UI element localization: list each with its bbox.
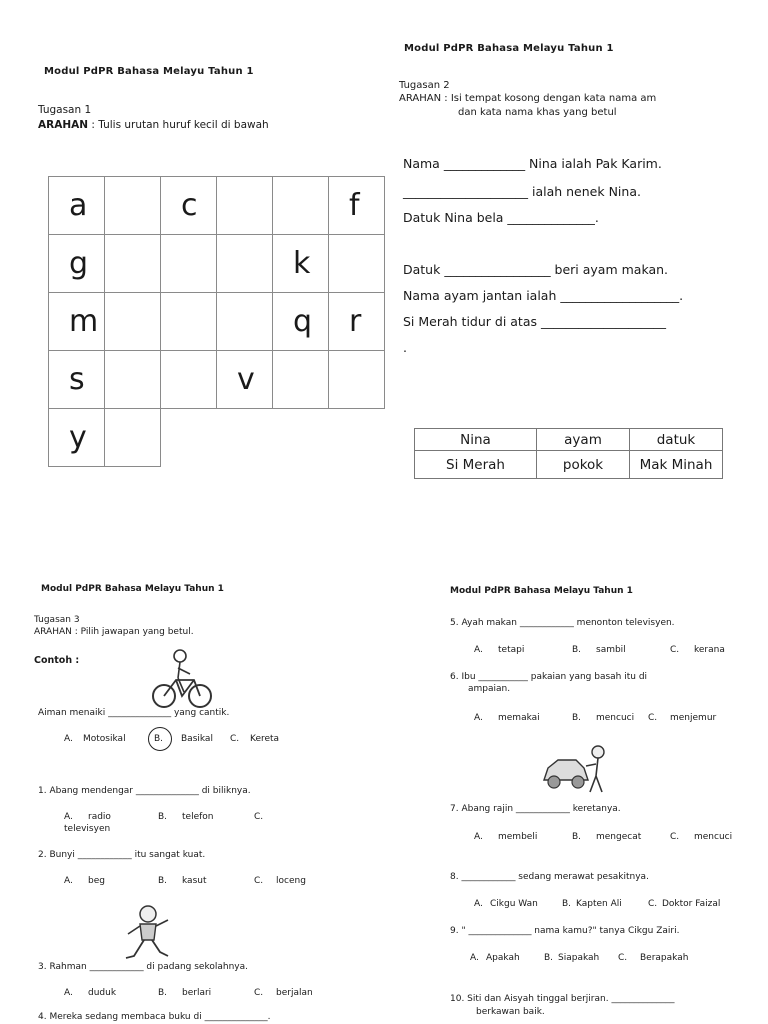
- option-text[interactable]: berjalan: [276, 988, 313, 998]
- option-text[interactable]: membeli: [498, 832, 538, 842]
- fill-sentence: ____________________ ialah nenek Nina.: [403, 184, 641, 199]
- option-text[interactable]: duduk: [88, 988, 117, 998]
- grid-cell[interactable]: v: [217, 351, 273, 409]
- option-letter: C.: [648, 899, 658, 909]
- grid-cell[interactable]: a: [49, 177, 105, 235]
- option-text[interactable]: Doktor Faizal: [662, 899, 721, 909]
- option-letter: B.: [158, 876, 168, 886]
- running-boy-icon: [120, 904, 176, 964]
- option-text[interactable]: loceng: [276, 876, 306, 886]
- option-text[interactable]: tetapi: [498, 645, 525, 655]
- question-1: 1. Abang mendengar ______________ di biliknya.: [38, 786, 251, 796]
- option-letter: A.: [64, 812, 73, 822]
- task1-instruction-bold: ARAHAN: [38, 119, 89, 131]
- question-7: 7. Abang rajin ____________ keretanya.: [450, 804, 621, 814]
- task2-instruction-line2: dan kata nama khas yang betul: [458, 107, 617, 118]
- option-letter: B.: [154, 734, 164, 744]
- grid-row-1: [49, 177, 385, 235]
- car-washing-icon: [540, 740, 608, 796]
- option-letter: A.: [470, 953, 479, 963]
- fill-sentence: Si Merah tidur di atas ____________________: [403, 314, 666, 329]
- option-letter: C.: [230, 734, 240, 744]
- task1-instruction: [38, 119, 269, 131]
- option-letter: A.: [64, 734, 73, 744]
- word-cell: Mak Minah: [630, 451, 723, 479]
- option-letter: A.: [474, 713, 483, 723]
- option-text[interactable]: Berapakah: [640, 953, 689, 963]
- word-row: [415, 429, 723, 451]
- example-sentence: Aiman menaiki ______________ yang cantik.: [38, 708, 230, 718]
- option-text[interactable]: Motosikal: [83, 734, 126, 744]
- page3-header: Modul PdPR Bahasa Melayu Tahun 1: [41, 584, 224, 594]
- fill-sentence: Datuk Nina bela ______________.: [403, 210, 599, 225]
- option-text[interactable]: berlari: [182, 988, 212, 998]
- word-cell: Si Merah: [415, 451, 537, 479]
- fill-sentence: Nama ayam jantan ialah ___________________.: [403, 288, 684, 303]
- task3-instruction: ARAHAN : Pilih jawapan yang betul.: [34, 627, 194, 637]
- bicycle-icon: [150, 646, 214, 710]
- grid-cell[interactable]: m: [49, 293, 105, 351]
- grid-cell[interactable]: k: [273, 235, 329, 293]
- page2-header: Modul PdPR Bahasa Melayu Tahun 1: [404, 43, 614, 54]
- option-letter: A.: [64, 988, 73, 998]
- option-letter: B.: [158, 812, 168, 822]
- grid-cell[interactable]: [217, 177, 273, 235]
- option-text[interactable]: radio: [88, 812, 111, 822]
- grid-cell[interactable]: [105, 409, 161, 467]
- grid-cell[interactable]: [273, 351, 329, 409]
- grid-cell[interactable]: [105, 351, 161, 409]
- word-row: [415, 451, 723, 479]
- page4-header: Modul PdPR Bahasa Melayu Tahun 1: [450, 586, 633, 596]
- example-label: Contoh :: [34, 655, 80, 666]
- task2-instruction-bold: ARAHAN: [399, 93, 442, 104]
- option-text[interactable]: memakai: [498, 713, 540, 723]
- fill-sentence: .: [403, 340, 407, 355]
- grid-cell[interactable]: c: [161, 177, 217, 235]
- option-text[interactable]: kerana: [694, 645, 725, 655]
- question-10: 10. Siti dan Aisyah tinggal berjiran. ______________: [450, 994, 675, 1004]
- option-text[interactable]: telefon: [182, 812, 214, 822]
- option-letter: C.: [254, 988, 264, 998]
- grid-cell[interactable]: [329, 351, 385, 409]
- grid-row-4: [49, 351, 385, 409]
- letter-grid: [48, 176, 385, 467]
- grid-cell[interactable]: [161, 293, 217, 351]
- task2-instruction-text: : Isi tempat kosong dengan kata nama am: [444, 93, 657, 104]
- option-letter: C.: [254, 812, 264, 822]
- option-letter: B.: [572, 832, 582, 842]
- question-6: 6. Ibu ___________ pakaian yang basah itu di: [450, 672, 648, 682]
- word-cell: datuk: [630, 429, 723, 451]
- word-cell: ayam: [537, 429, 630, 451]
- option-text[interactable]: Kapten Ali: [576, 899, 622, 909]
- option-text[interactable]: mencuci: [596, 713, 635, 723]
- option-letter: A.: [64, 876, 73, 886]
- option-text[interactable]: mencuci: [694, 832, 733, 842]
- task1-label: Tugasan 1: [38, 104, 92, 116]
- question-3: 3. Rahman ____________ di padang sekolahnya.: [38, 962, 248, 972]
- question-4: 4. Mereka sedang membaca buku di ______________.: [38, 1012, 271, 1022]
- task1-instruction-text: : Tulis urutan huruf kecil di bawah: [91, 119, 269, 131]
- option-text[interactable]: mengecat: [596, 832, 642, 842]
- option-text[interactable]: Apakah: [486, 953, 520, 963]
- option-text[interactable]: Basikal: [181, 734, 213, 744]
- word-table: [414, 428, 723, 479]
- option-letter: C.: [670, 832, 680, 842]
- grid-cell[interactable]: y: [49, 409, 105, 467]
- task2-instruction: [399, 93, 656, 104]
- option-letter: A.: [474, 832, 483, 842]
- question-2: 2. Bunyi ____________ itu sangat kuat.: [38, 850, 206, 860]
- option-letter: B.: [158, 988, 168, 998]
- grid-cell[interactable]: f: [329, 177, 385, 235]
- grid-cell[interactable]: s: [49, 351, 105, 409]
- option-text[interactable]: Siapakah: [558, 953, 600, 963]
- grid-row-5: [49, 409, 385, 467]
- option-text[interactable]: sambil: [596, 645, 626, 655]
- question-10-line2: berkawan baik.: [476, 1007, 545, 1017]
- fill-sentence: Datuk _________________ beri ayam makan.: [403, 262, 669, 277]
- task2-label: Tugasan 2: [399, 80, 450, 91]
- option-letter: A.: [474, 645, 483, 655]
- word-cell: pokok: [537, 451, 630, 479]
- grid-cell[interactable]: [161, 351, 217, 409]
- option-letter: B.: [544, 953, 554, 963]
- option-letter: B.: [572, 645, 582, 655]
- option-letter: C.: [670, 645, 680, 655]
- question-8: 8. ____________ sedang merawat pesakitnya.: [450, 872, 649, 882]
- fill-sentence: Nama _____________ Nina ialah Pak Karim.: [403, 156, 662, 171]
- grid-cell[interactable]: q: [273, 293, 329, 351]
- option-text[interactable]: Kereta: [250, 734, 280, 744]
- grid-cell[interactable]: r: [329, 293, 385, 351]
- option-letter: A.: [474, 899, 483, 909]
- grid-cell[interactable]: [105, 235, 161, 293]
- grid-row-2: [49, 235, 385, 293]
- grid-cell[interactable]: [329, 235, 385, 293]
- grid-cell[interactable]: [161, 235, 217, 293]
- option-letter: C.: [648, 713, 658, 723]
- grid-cell[interactable]: [105, 293, 161, 351]
- option-letter: C.: [254, 876, 264, 886]
- option-text[interactable]: televisyen: [64, 824, 111, 834]
- page1-header: Modul PdPR Bahasa Melayu Tahun 1: [44, 66, 254, 77]
- grid-cell[interactable]: [105, 177, 161, 235]
- grid-cell[interactable]: [217, 235, 273, 293]
- option-text[interactable]: Cikgu Wan: [490, 899, 538, 909]
- option-text[interactable]: kasut: [182, 876, 207, 886]
- question-5: 5. Ayah makan ____________ menonton televisyen.: [450, 618, 675, 628]
- option-text[interactable]: menjemur: [670, 713, 717, 723]
- grid-row-3: [49, 293, 385, 351]
- question-6-line2: ampaian.: [468, 684, 511, 694]
- option-text[interactable]: beg: [88, 876, 105, 886]
- grid-cell[interactable]: g: [49, 235, 105, 293]
- word-cell: Nina: [415, 429, 537, 451]
- task3-label: Tugasan 3: [34, 615, 80, 625]
- grid-cell[interactable]: [217, 293, 273, 351]
- question-9: 9. " ______________ nama kamu?" tanya Cikgu Zairi.: [450, 926, 680, 936]
- option-letter: B.: [572, 713, 582, 723]
- option-letter: C.: [618, 953, 628, 963]
- option-letter: B.: [562, 899, 572, 909]
- grid-cell[interactable]: [273, 177, 329, 235]
